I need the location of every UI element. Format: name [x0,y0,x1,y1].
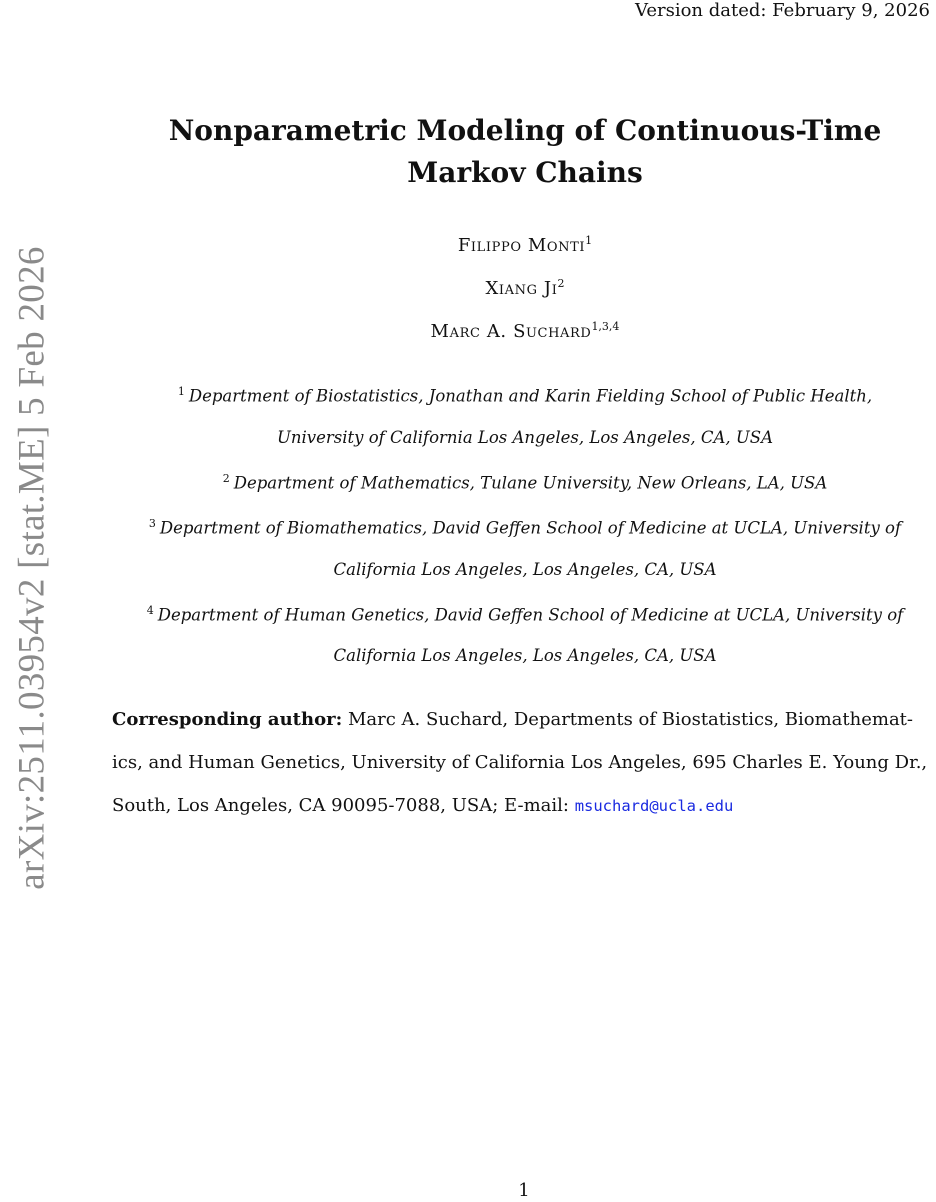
affiliation-4-line-1: $^4$ Department of Human Genetics, David Geffen School of Medicine at UCLA, University of [146,603,904,624]
corresponding-author-label: Corresponding author: [112,709,343,730]
affiliation-marker: 2 [222,471,230,485]
arxiv-identifier-stamp: arXiv:2511.03954v2 [stat.ME] 5 Feb 2026 [11,246,53,890]
author-3 [140,316,910,343]
author-affiliation-marker: 1 [585,234,593,247]
affiliation-1-line-1: $^1$ Department of Biostatistics, Jonathan and Karin Fielding School of Public Health, [177,385,873,406]
author-name: Marc A. Suchard [430,321,592,342]
corresponding-line-1: Corresponding author: Marc A. Suchard, Departments of Biostatistics, Biomathemat- [112,709,913,730]
author-affiliation-marker: 2 [557,277,565,290]
corresponding-line-3: South, Los Angeles, CA 90095-7088, USA; E-mail: msuchard@ucla.edu [112,795,734,816]
author-name: Filippo Monti [457,235,586,256]
page-number: 1 [518,1180,530,1201]
affiliation-marker: 4 [146,603,154,617]
author-name: Xiang Ji [485,278,558,299]
author-affiliation-marker: 1,3,4 [591,320,620,333]
affiliation-marker: 3 [148,517,156,530]
author-1 [140,230,910,257]
paper-title-line-1: Nonparametric Modeling of Continuous-Time [168,114,882,147]
corresponding-line-2: ics, and Human Genetics, University of California Los Angeles, 695 Charles E. Young Dr., [112,752,928,773]
author-2 [140,273,910,300]
corresponding-author-block [112,698,936,828]
affiliation-4-line-2: California Los Angeles, Los Angeles, CA, USA [333,646,717,665]
affiliation-2: $^2$ Department of Mathematics, Tulane University, New Orleans, LA, USA [222,471,828,492]
affiliation-3-line-1: $^3$ Department of Biomathematics, David Geffen School of Medicine at UCLA, University of [148,517,902,538]
paper-title [140,110,910,194]
email-link[interactable]: msuchard@ucla.edu [574,797,734,815]
version-dated: Version dated: February 9, 2026 [634,0,930,21]
affiliations [112,371,936,676]
affiliation-1-line-2: University of California Los Angeles, Los Angeles, CA, USA [276,427,774,447]
paper-title-line-2: Markov Chains [407,156,643,189]
affiliation-marker: 1 [177,385,185,398]
affiliation-3-line-2: California Los Angeles, Los Angeles, CA, USA [333,559,717,579]
